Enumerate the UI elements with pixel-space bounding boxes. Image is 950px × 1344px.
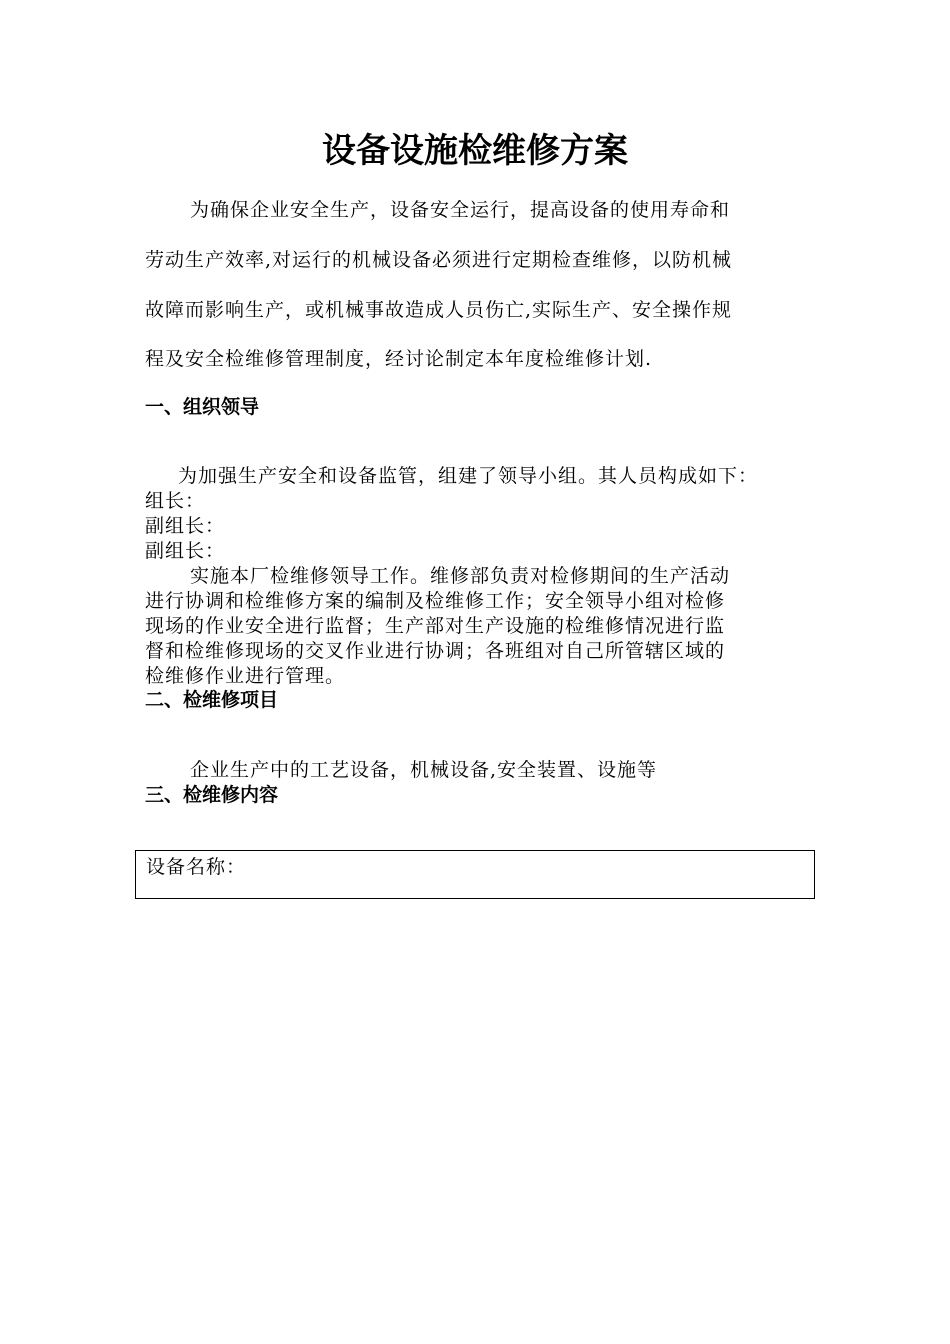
intro-line: 程及安全检维修管理制度，经讨论制定本年度检维修计划. (145, 348, 653, 370)
body-line: 进行协调和检维修方案的编制及检维修工作；安全领导小组对检修 (145, 590, 726, 612)
body-line: 检维修作业进行管理。 (145, 665, 346, 687)
section-heading: 二、检维修项目 (145, 689, 279, 711)
equipment-name-label: 设备名称： (146, 856, 247, 878)
intro-line: 为确保企业安全生产，设备安全运行，提高设备的使用寿命和 (190, 199, 731, 221)
body-line: 为加强生产安全和设备监管，组建了领导小组。其人员构成如下： (178, 465, 759, 487)
body-line: 副组长： (145, 540, 226, 562)
body-line: 组长： (145, 490, 206, 512)
body-line: 现场的作业安全进行监督；生产部对生产设施的检维修情况进行监 (145, 615, 726, 637)
document-title: 设备设施检维修方案 (322, 131, 628, 171)
equipment-table (135, 850, 815, 899)
body-line: 企业生产中的工艺设备，机械设备,安全装置、设施等 (190, 759, 658, 781)
body-line: 副组长： (145, 515, 226, 537)
body-line: 督和检维修现场的交叉作业进行协调；各班组对自己所管辖区域的 (145, 640, 726, 662)
body-line: 实施本厂检维修领导工作。维修部负责对检修期间的生产活动 (190, 565, 731, 587)
section-heading: 一、组织领导 (145, 396, 260, 418)
intro-line: 劳动生产效率,对运行的机械设备必须进行定期检查维修，以防机械 (145, 249, 733, 271)
intro-line: 故障而影响生产，或机械事故造成人员伤亡,实际生产、安全操作规 (145, 299, 733, 321)
section-heading: 三、检维修内容 (145, 784, 279, 806)
